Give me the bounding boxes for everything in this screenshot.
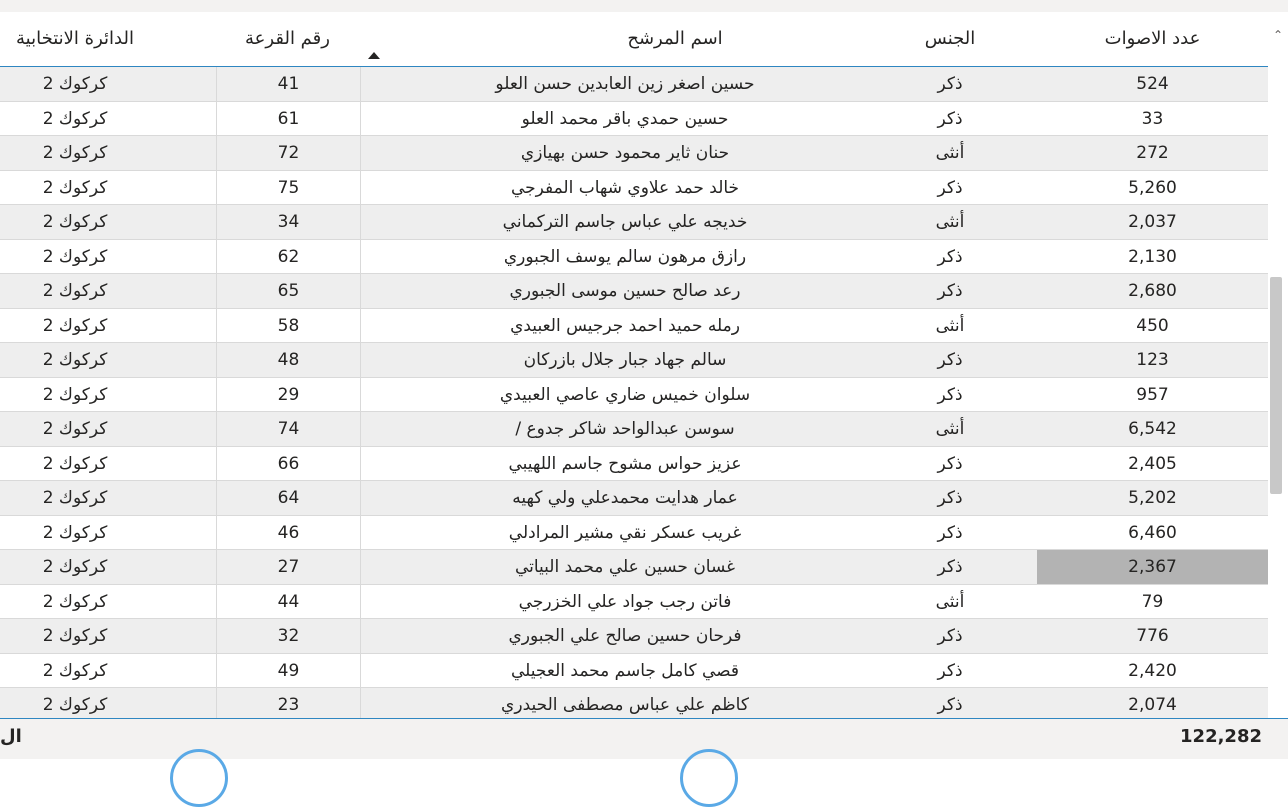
table-row[interactable] bbox=[0, 67, 1268, 102]
cell-votes[interactable]: 123 bbox=[1136, 350, 1169, 370]
cell-district[interactable]: كركوك 2 bbox=[42, 557, 108, 577]
total-votes: 122,282 bbox=[1180, 726, 1262, 747]
table-row[interactable] bbox=[0, 205, 1268, 240]
decorative-circle bbox=[170, 749, 228, 807]
cell-gender[interactable]: أنثى bbox=[935, 143, 965, 163]
column-header-votes[interactable]: عدد الاصوات bbox=[1104, 28, 1201, 49]
cell-gender[interactable]: ذكر bbox=[937, 557, 963, 577]
cell-district[interactable]: كركوك 2 bbox=[42, 281, 108, 301]
cell-votes[interactable]: 2,130 bbox=[1128, 246, 1177, 267]
table-row[interactable] bbox=[0, 274, 1268, 309]
cell-district[interactable]: كركوك 2 bbox=[42, 488, 108, 508]
cell-district[interactable]: كركوك 2 bbox=[42, 660, 108, 681]
cell-votes[interactable]: 272 bbox=[1136, 143, 1169, 163]
table-row[interactable] bbox=[0, 343, 1268, 378]
table-header bbox=[0, 12, 1268, 67]
cell-candidate-name[interactable]: رمله حميد احمد جرجيس العبيدي bbox=[510, 315, 740, 336]
table-row[interactable] bbox=[0, 550, 1268, 585]
cell-district[interactable]: كركوك 2 bbox=[42, 453, 108, 474]
total-label: ال bbox=[0, 726, 22, 747]
table-row[interactable] bbox=[0, 309, 1268, 344]
table-row[interactable] bbox=[0, 585, 1268, 620]
cell-number[interactable]: 29 bbox=[216, 378, 361, 412]
cell-votes[interactable]: 33 bbox=[1141, 108, 1164, 129]
cell-gender[interactable]: أنثى bbox=[935, 212, 965, 232]
cell-gender[interactable]: ذكر bbox=[937, 350, 963, 370]
cell-district[interactable]: كركوك 2 bbox=[42, 384, 108, 405]
visual-top-bar bbox=[0, 0, 1288, 12]
cell-gender[interactable]: أنثى bbox=[935, 419, 965, 439]
cell-votes[interactable]: 450 bbox=[1136, 315, 1169, 336]
cell-number[interactable]: 65 bbox=[216, 274, 361, 308]
table-row[interactable] bbox=[0, 171, 1268, 206]
cell-votes[interactable]: 2,074 bbox=[1128, 695, 1177, 715]
cell-votes[interactable]: 524 bbox=[1136, 74, 1169, 94]
chevron-up-icon[interactable]: ⌃ bbox=[1272, 28, 1284, 42]
cell-candidate-name[interactable]: كاظم علي عباس مصطفى الحيدري bbox=[501, 695, 749, 715]
cell-votes[interactable]: 2,680 bbox=[1128, 281, 1177, 301]
table-row[interactable] bbox=[0, 654, 1268, 689]
column-header-district[interactable]: الدائرة الانتخابية bbox=[16, 28, 134, 49]
cell-gender[interactable]: ذكر bbox=[937, 108, 963, 129]
cell-number[interactable]: 74 bbox=[216, 412, 361, 446]
cell-candidate-name[interactable]: / سوسن عبدالواحد شاكر جدوع bbox=[515, 419, 735, 439]
cell-number[interactable]: 27 bbox=[216, 550, 361, 584]
cell-candidate-name[interactable]: خديجه علي عباس جاسم التركماني bbox=[502, 212, 748, 232]
cell-number[interactable]: 32 bbox=[216, 619, 361, 653]
cell-candidate-name[interactable]: فرحان حسين صالح علي الجبوري bbox=[508, 626, 742, 646]
column-header-number[interactable]: رقم القرعة bbox=[245, 28, 330, 49]
cell-gender[interactable]: ذكر bbox=[937, 177, 963, 198]
cell-district[interactable]: كركوك 2 bbox=[42, 212, 108, 232]
cell-gender[interactable]: أنثى bbox=[935, 315, 965, 336]
cell-gender[interactable]: أنثى bbox=[935, 591, 965, 612]
cell-number[interactable]: 61 bbox=[216, 102, 361, 136]
table-total-row bbox=[0, 718, 1288, 759]
cell-candidate-name[interactable]: قصي كامل جاسم محمد العجيلي bbox=[511, 660, 739, 681]
table-body bbox=[0, 67, 1268, 723]
cell-candidate-name[interactable]: خالد حمد علاوي شهاب المفرجي bbox=[510, 177, 740, 198]
cell-number[interactable]: 34 bbox=[216, 205, 361, 239]
cell-gender[interactable]: ذكر bbox=[937, 660, 963, 681]
cell-district[interactable]: كركوك 2 bbox=[42, 626, 108, 646]
cell-votes[interactable]: 6,542 bbox=[1128, 419, 1177, 439]
cell-votes[interactable]: 6,460 bbox=[1128, 522, 1177, 543]
cell-number[interactable]: 72 bbox=[216, 136, 361, 170]
cell-gender[interactable]: ذكر bbox=[937, 281, 963, 301]
cell-number[interactable]: 48 bbox=[216, 343, 361, 377]
cell-votes[interactable]: 957 bbox=[1136, 384, 1169, 405]
cell-district[interactable]: كركوك 2 bbox=[42, 108, 108, 129]
cell-candidate-name[interactable]: حنان ثاير محمود حسن بهيازي bbox=[520, 143, 730, 163]
candidates-table bbox=[0, 12, 1268, 718]
cell-candidate-name[interactable]: غريب عسكر نقي مشير المرادلي bbox=[508, 522, 742, 543]
cell-candidate-name[interactable]: رازق مرهون سالم يوسف الجبوري bbox=[503, 246, 747, 267]
cell-candidate-name[interactable]: حسين اصغر زين العابدين حسن العلو bbox=[495, 74, 755, 94]
cell-district[interactable]: كركوك 2 bbox=[42, 315, 108, 336]
cell-district[interactable]: كركوك 2 bbox=[42, 591, 108, 612]
cell-votes[interactable]: 5,260 bbox=[1128, 177, 1177, 198]
cell-number[interactable]: 58 bbox=[216, 309, 361, 343]
cell-gender[interactable]: ذكر bbox=[937, 74, 963, 94]
cell-number[interactable]: 44 bbox=[216, 585, 361, 619]
sort-ascending-icon bbox=[368, 52, 380, 59]
table-row[interactable] bbox=[0, 516, 1268, 551]
cell-gender[interactable]: ذكر bbox=[937, 522, 963, 543]
column-header-name[interactable]: اسم المرشح bbox=[627, 28, 723, 49]
cell-number[interactable]: 49 bbox=[216, 654, 361, 688]
cell-number[interactable]: 62 bbox=[216, 240, 361, 274]
cell-candidate-name[interactable]: حسين حمدي باقر محمد العلو bbox=[521, 108, 729, 129]
table-row[interactable] bbox=[0, 481, 1268, 516]
cell-number[interactable]: 23 bbox=[216, 688, 361, 722]
cell-number[interactable]: 66 bbox=[216, 447, 361, 481]
cell-district[interactable]: كركوك 2 bbox=[42, 246, 108, 267]
cell-district[interactable]: كركوك 2 bbox=[42, 350, 108, 370]
cell-votes[interactable]: 2,037 bbox=[1128, 212, 1177, 232]
cell-district[interactable]: كركوك 2 bbox=[42, 695, 108, 715]
cell-candidate-name[interactable]: سالم جهاد جبار جلال بازركان bbox=[523, 350, 727, 370]
cell-number[interactable]: 75 bbox=[216, 171, 361, 205]
cell-gender[interactable]: ذكر bbox=[937, 246, 963, 267]
cell-candidate-name[interactable]: عزيز حواس مشوح جاسم اللهيبي bbox=[508, 453, 742, 474]
cell-gender[interactable]: ذكر bbox=[937, 453, 963, 474]
cell-votes[interactable]: 5,202 bbox=[1128, 488, 1177, 508]
table-row[interactable] bbox=[0, 619, 1268, 654]
cell-gender[interactable]: ذكر bbox=[937, 626, 963, 646]
cell-votes[interactable]: 776 bbox=[1136, 626, 1169, 646]
cell-gender[interactable]: ذكر bbox=[937, 384, 963, 405]
cell-gender[interactable]: ذكر bbox=[937, 695, 963, 715]
decorative-circle bbox=[680, 749, 738, 807]
cell-votes[interactable]: 79 bbox=[1141, 591, 1164, 612]
cell-district[interactable]: كركوك 2 bbox=[42, 419, 108, 439]
table-row[interactable] bbox=[0, 447, 1268, 482]
scrollbar-thumb[interactable] bbox=[1270, 277, 1282, 494]
cell-votes[interactable]: 2,405 bbox=[1128, 453, 1177, 474]
cell-candidate-name[interactable]: سلوان خميس ضاري عاصي العبيدي bbox=[499, 384, 751, 405]
cell-district[interactable]: كركوك 2 bbox=[42, 522, 108, 543]
cell-gender[interactable]: ذكر bbox=[937, 488, 963, 508]
table-row[interactable] bbox=[0, 136, 1268, 171]
cell-candidate-name[interactable]: غسان حسين علي محمد البياتي bbox=[514, 557, 736, 577]
table-row[interactable] bbox=[0, 378, 1268, 413]
cell-district[interactable]: كركوك 2 bbox=[42, 143, 108, 163]
cell-votes[interactable]: 2,367 bbox=[1037, 550, 1268, 584]
cell-candidate-name[interactable]: فاتن رجب جواد علي الخزرجي bbox=[518, 591, 732, 612]
cell-candidate-name[interactable]: رعد صالح حسين موسى الجبوري bbox=[509, 281, 741, 301]
cell-number[interactable]: 41 bbox=[216, 67, 361, 101]
column-header-gender[interactable]: الجنس bbox=[924, 28, 976, 49]
table-row[interactable] bbox=[0, 240, 1268, 275]
cell-candidate-name[interactable]: عمار هدايت محمدعلي ولي كهيه bbox=[512, 488, 738, 508]
cell-votes[interactable]: 2,420 bbox=[1128, 660, 1177, 681]
cell-number[interactable]: 64 bbox=[216, 481, 361, 515]
cell-district[interactable]: كركوك 2 bbox=[42, 74, 108, 94]
table-row[interactable] bbox=[0, 102, 1268, 137]
cell-number[interactable]: 46 bbox=[216, 516, 361, 550]
cell-district[interactable]: كركوك 2 bbox=[42, 177, 108, 198]
table-row[interactable] bbox=[0, 412, 1268, 447]
